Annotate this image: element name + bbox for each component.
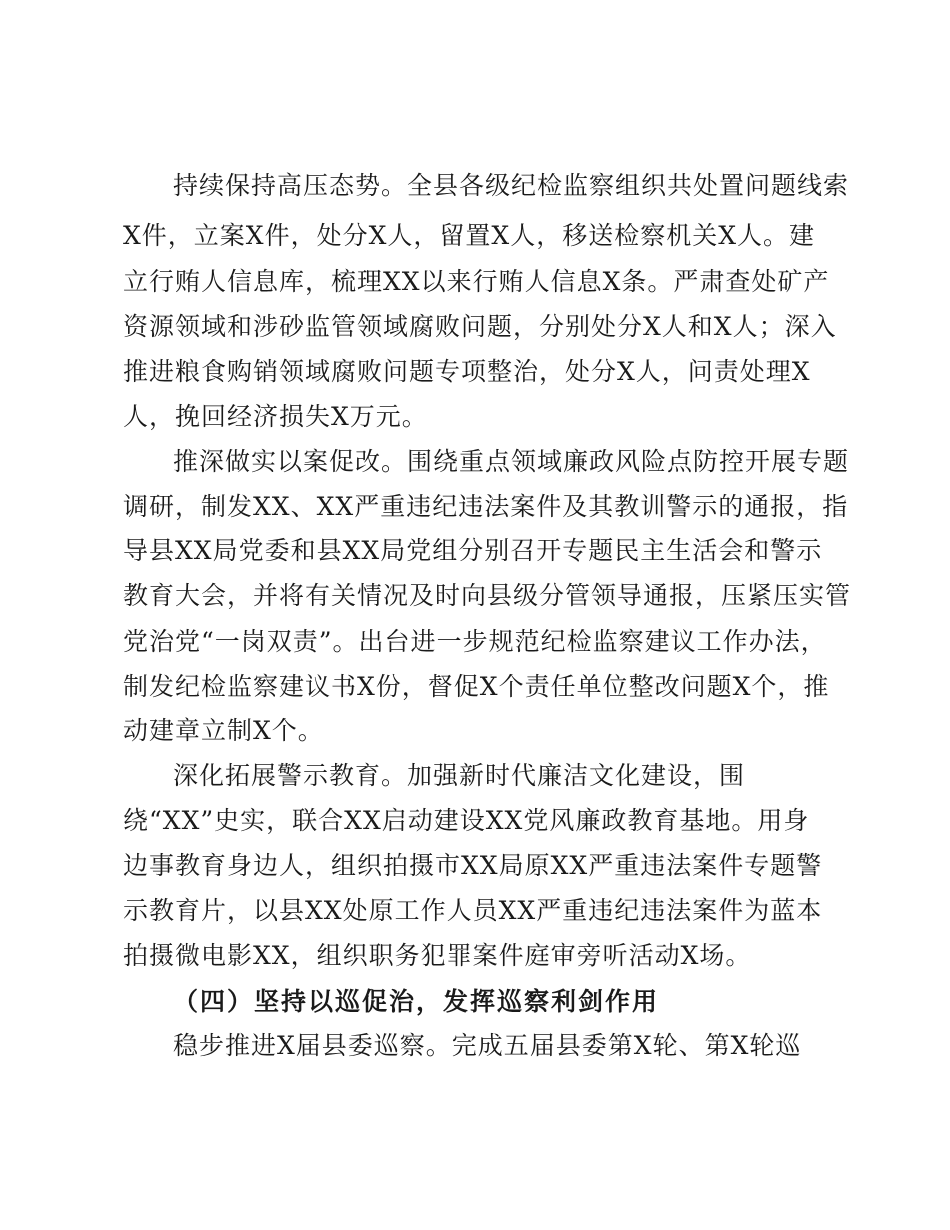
paragraph-3-line-3: 边事教育身边人，组织拍摄市XX局原XX严重违法案件专题警	[123, 851, 823, 880]
paragraph-3-line-2: 绕“XX”史实，联合XX启动建设XX党风廉政教育基地。用身	[123, 806, 810, 835]
paragraph-3-line-1: 深化拓展警示教育。加强新时代廉洁文化建设，围	[173, 761, 746, 790]
paragraph-2-line-1: 推深做实以案促改。围绕重点领域廉政风险点防控开展专题	[173, 447, 850, 476]
paragraph-3-line-5: 拍摄微电影XX，组织职务犯罪案件庭审旁听活动X场。	[123, 941, 752, 970]
paragraph-2-line-5: 党治党“一岗双责”。出台进一步规范纪检监察建议工作办法，	[123, 627, 827, 656]
paragraph-1-line-1: 持续保持高压态势。全县各级纪检监察组织共处置问题线索	[173, 171, 850, 200]
paragraph-1-line-6: 人，挽回经济损失X万元。	[123, 402, 428, 431]
paragraph-2-line-6: 制发纪检监察建议书X份，督促X个责任单位整改问题X个，推	[123, 672, 830, 701]
paragraph-2-line-7: 动建章立制X个。	[123, 716, 324, 745]
section-heading: （四）坚持以巡促治，发挥巡察利剑作用	[173, 987, 660, 1016]
paragraph-2-line-3: 导县XX局党委和县XX局党组分别召开专题民主生活会和警示	[123, 536, 823, 565]
paragraph-2-line-4: 教育大会，并将有关情况及时向县级分管领导通报，压紧压实管	[123, 581, 852, 610]
paragraph-4-line-1: 稳步推进X届县委巡察。完成五届县委第X轮、第X轮巡	[173, 1031, 802, 1060]
paragraph-1-line-2: X件，立案X件，处分X人，留置X人，移送检察机关X人。建	[123, 221, 815, 250]
paragraph-1-line-4: 资源领域和涉砂监管领域腐败问题，分别处分X人和X人；深入	[123, 312, 837, 341]
paragraph-2-line-2: 调研，制发XX、XX严重违纪违法案件及其教训警示的通报，指	[123, 492, 849, 521]
paragraph-3-line-4: 示教育片，以县XX处原工作人员XX严重违纪违法案件为蓝本	[123, 896, 823, 925]
paragraph-1-line-5: 推进粮食购销领域腐败问题专项整治，处分X人，问责处理X	[123, 357, 811, 386]
paragraph-1-line-3: 立行贿人信息库，梳理XX以来行贿人信息X条。严肃查处矿产	[123, 267, 830, 296]
